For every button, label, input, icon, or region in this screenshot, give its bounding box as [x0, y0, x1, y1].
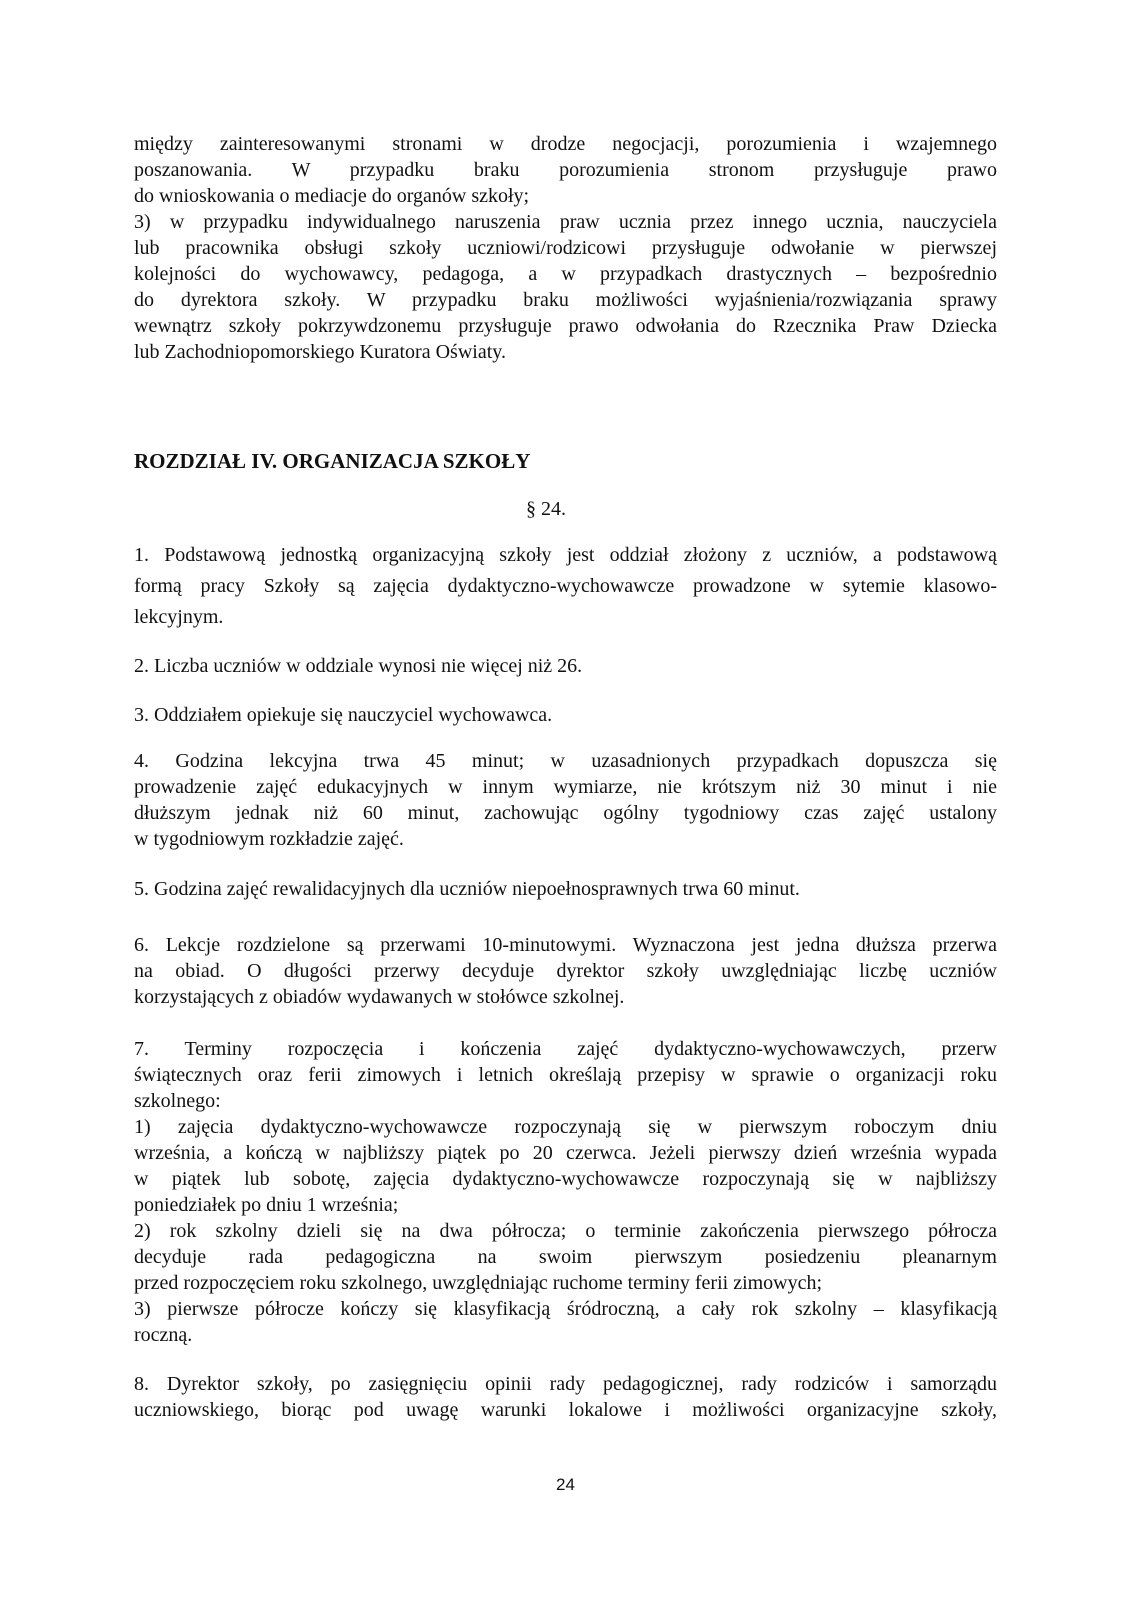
text-line: 8. Dyrektor szkoły, po zasięgnięciu opinii rady pedagogicznej, rady rodziców i samorządu	[134, 1373, 997, 1395]
chapter-heading: ROZDZIAŁ IV. ORGANIZACJA SZKOŁY	[134, 449, 531, 473]
text-line: między zainteresowanymi stronami w drodze negocjacji, porozumienia i wzajemnego	[134, 133, 997, 155]
text-line: 4. Godzina lekcyjna trwa 45 minut; w uzasadnionych przypadkach dopuszcza się	[134, 750, 997, 772]
paragraph-4	[134, 748, 997, 852]
text-line: do dyrektora szkoły. W przypadku braku możliwości wyjaśnienia/rozwiązania sprawy	[134, 289, 997, 311]
text-line: korzystających z obiadów wydawanych w stołówce szkolnej.	[134, 986, 625, 1008]
text-line: 1) zajęcia dydaktyczno-wychowawcze rozpoczynają się w pierwszym roboczym dniu	[134, 1116, 997, 1138]
text-line: kolejności do wychowawcy, pedagoga, a w przypadkach drastycznych – bezpośrednio	[134, 263, 997, 285]
text-line: lub Zachodniopomorskiego Kuratora Oświaty.	[134, 341, 506, 363]
text-line: 5. Godzina zajęć rewalidacyjnych dla uczniów niepoełnosprawnych trwa 60 minut.	[134, 878, 800, 900]
text-line: lub pracownika obsługi szkoły uczniowi/rodzicowi przysługuje odwołanie w pierwszej	[134, 237, 997, 259]
text-line: lekcyjnym.	[134, 606, 224, 628]
text-line: na obiad. O długości przerwy decyduje dyrektor szkoły uwzględniając liczbę uczniów	[134, 960, 997, 982]
text-line: 6. Lekcje rozdzielone są przerwami 10-minutowymi. Wyznaczona jest jedna dłuższa przerwa	[134, 934, 997, 956]
text-line: prowadzenie zajęć edukacyjnych w innym wymiarze, nie krótszym niż 30 minut i nie	[134, 776, 997, 798]
text-line: 3. Oddziałem opiekuje się nauczyciel wychowawca.	[134, 704, 553, 726]
text-line: roczną.	[134, 1324, 193, 1346]
paragraph-1	[134, 540, 997, 633]
text-line: 2. Liczba uczniów w oddziale wynosi nie więcej niż 26.	[134, 655, 583, 677]
text-line: przed rozpoczęciem roku szkolnego, uwzględniając ruchome terminy ferii zimowych;	[134, 1272, 823, 1294]
text-line: do wnioskowania o mediacje do organów szkoły;	[134, 185, 530, 207]
text-line: dłuższym jednak niż 60 minut, zachowując ogólny tygodniowy czas zajęć ustalony	[134, 802, 997, 824]
text-line: decyduje rada pedagogiczna na swoim pierwszym posiedzeniu pleanarnym	[134, 1246, 997, 1268]
paragraph-7	[134, 1036, 997, 1348]
page-number: 24	[556, 1475, 575, 1494]
text-line: 7. Terminy rozpoczęcia i kończenia zajęć dydaktyczno-wychowawczych, przerw	[134, 1038, 997, 1060]
continuation-paragraph	[134, 131, 997, 365]
text-line: 3) w przypadku indywidualnego naruszenia praw ucznia przez innego ucznia, nauczyciela	[134, 211, 997, 233]
text-line: formą pracy Szkoły są zajęcia dydaktyczno-wychowawcze prowadzone w sytemie klasowo-	[134, 575, 997, 597]
paragraph-6	[134, 932, 997, 1010]
paragraph-3	[134, 702, 997, 728]
text-line: uczniowskiego, biorąc pod uwagę warunki lokalowe i możliwości organizacyjne szkoły,	[134, 1399, 997, 1421]
paragraph-5	[134, 876, 997, 902]
paragraph-8	[134, 1371, 997, 1423]
text-line: września, a kończą w najbliższy piątek po 20 czerwca. Jeżeli pierwszy dzień września wypada	[134, 1142, 997, 1164]
text-line: poniedziałek po dniu 1 września;	[134, 1194, 399, 1216]
text-line: 2) rok szkolny dzieli się na dwa półrocza; o terminie zakończenia pierwszego półrocza	[134, 1220, 997, 1242]
text-line: szkolnego:	[134, 1090, 221, 1112]
text-line: świątecznych oraz ferii zimowych i letnich określają przepisy w sprawie o organizacji roku	[134, 1064, 997, 1086]
text-line: 1. Podstawową jednostką organizacyjną szkoły jest oddział złożony z uczniów, a podstawową	[134, 544, 997, 566]
text-line: w piątek lub sobotę, zajęcia dydaktyczno-wychowawcze rozpoczynają się w najbliższy	[134, 1168, 997, 1190]
text-line: 3) pierwsze półrocze kończy się klasyfikacją śródroczną, a cały rok szkolny – klasyfikacją	[134, 1298, 997, 1320]
text-line: wewnątrz szkoły pokrzywdzonemu przysługuje prawo odwołania do Rzecznika Praw Dziecka	[134, 315, 997, 337]
text-line: w tygodniowym rozkładzie zajęć.	[134, 828, 404, 850]
text-line: poszanowania. W przypadku braku porozumienia stronom przysługuje prawo	[134, 159, 997, 181]
paragraph-2	[134, 653, 997, 679]
section-number: § 24.	[526, 498, 566, 520]
